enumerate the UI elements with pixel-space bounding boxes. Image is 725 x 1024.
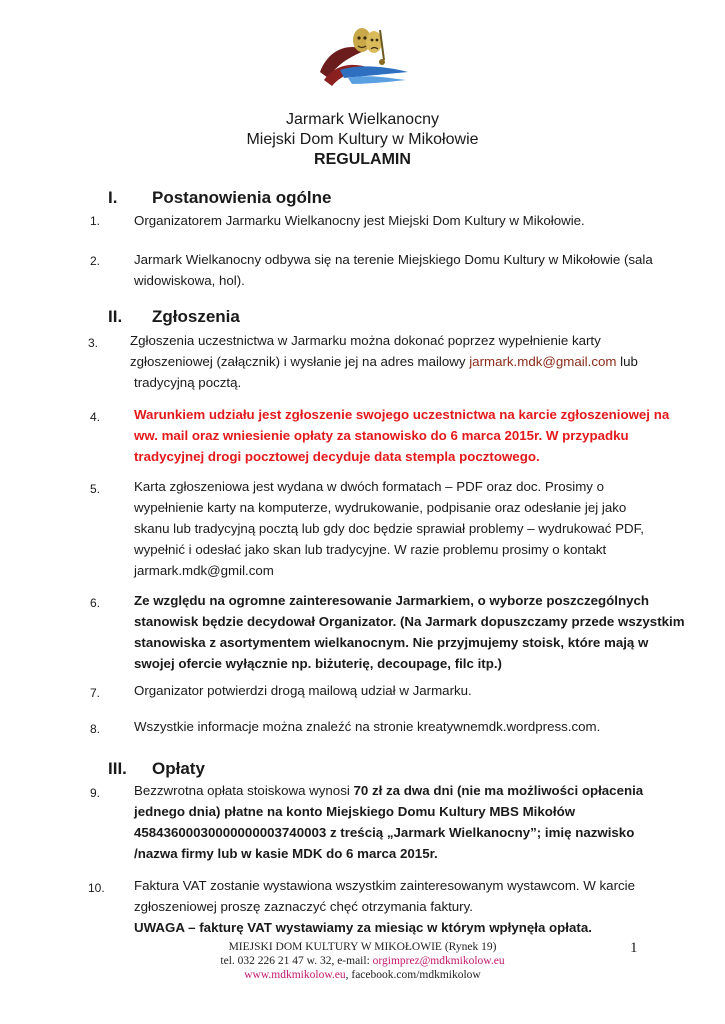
- item-text: Bezzwrotna opłata stoiskowa wynosi 70 zł za dwa dni (nie ma możliwości opłacenia jednego dnia) płatne na konto Miejskiego Domu Kultury MBS Mikołów 45843600030000000003740003 z treścią „Jarmark Wielkanocny”; imię nazwisko /nazwa firmy lub w kasie MDK do 6 marca 2015r.: [134, 783, 644, 861]
- footer-address: MIEJSKI DOM KULTURY W MIKOŁOWIE (Rynek 19): [228, 941, 497, 953]
- item-text: Organizator potwierdzi drogą mailową udział w Jarmarku.: [134, 683, 472, 698]
- item-text: Karta zgłoszeniowa jest wydana w dwóch formatach – PDF oraz doc. Prosimy o wypełnienie karty na komputerze, wydrukowanie, podpisanie oraz odesłanie jej jako skanu lub tradycyjną pocztą lub gdy doc będzie sprawiał problemy – wydrukować PDF, wypełnić i odesłać jako skan lub tradycyjne. W razie problemu prosimy o kontakt jarmark.mdk@gmil.com: [134, 479, 644, 578]
- item-number: 2.: [90, 254, 101, 268]
- page-number: 1: [630, 940, 638, 956]
- item-text: Zgłoszenia uczestnictwa w Jarmarku można dokonać poprzez wypełnienie karty zgłoszeniowej (załącznik) i wysłanie jej na adres mailowy jarmark.mdk@gmail.com lub tradycyjną pocztą.: [130, 333, 638, 390]
- section-number: III.: [108, 759, 127, 778]
- email-link[interactable]: jarmark.mdk@gmail.com: [469, 354, 617, 369]
- footer-website-link[interactable]: www.mdkmikolow.eu: [244, 969, 346, 981]
- mdk-logo: [318, 20, 410, 92]
- item-number: 4.: [90, 410, 101, 424]
- item-number: 3.: [88, 336, 99, 350]
- section-title: Opłaty: [152, 759, 205, 778]
- doc-title: Jarmark Wielkanocny: [286, 111, 439, 128]
- item-text-important: Warunkiem udziału jest zgłoszenie swojego uczestnictwa na karcie zgłoszeniowej na ww. mail oraz wniesienie opłaty za stanowisko do 6 marca 2015r. W przypadku tradycyjnej drogi pocztowej decyduje data stempla pocztowego.: [134, 407, 670, 464]
- item-text: Jarmark Wielkanocny odbywa się na terenie Miejskiego Domu Kultury w Mikołowie (sala widowiskowa, hol).: [134, 252, 653, 288]
- item-text: Ze względu na ogromne zainteresowanie Jarmarkiem, o wyborze poszczególnych stanowisk będzie decydował Organizator. (Na Jarmark dopuszczamy przede wszystkim stanowiska z asortymentem wielkanocnym. Nie przyjmujemy stoisk, które mają w swojej ofercie wyłącznie np. biżuterię, decoupage, filc itp.): [134, 593, 685, 671]
- section-title: Zgłoszenia: [152, 307, 240, 326]
- item-number: 1.: [90, 214, 101, 228]
- section-title: Postanowienia ogólne: [152, 188, 332, 207]
- item-number: 10.: [88, 881, 105, 895]
- item-number: 9.: [90, 786, 101, 800]
- item-text: Faktura VAT zostanie wystawiona wszystkim zainteresowanym wystawcom. W karcie zgłoszeniowej proszę zaznaczyć chęć otrzymania faktury. UWAGA – fakturę VAT wystawiamy za miesiąc w którym wpłynęła opłata.: [134, 878, 635, 935]
- doc-subtitle: Miejski Dom Kultury w Mikołowie: [246, 131, 479, 148]
- item-number: 7.: [90, 686, 101, 700]
- section-number: I.: [108, 188, 118, 207]
- footer: MIEJSKI DOM KULTURY W MIKOŁOWIE (Rynek 19) tel. 032 226 21 47 w. 32, e-mail: orgimprez@mdkmikolow.eu www.mdkmikolow.eu, facebook.com/mdkmikolow: [0, 940, 725, 982]
- item-number: 6.: [90, 596, 101, 610]
- footer-email-link[interactable]: orgimprez@mdkmikolow.eu: [372, 955, 505, 967]
- item-text: Wszystkie informacje można znaleźć na stronie kreatywnemdk.wordpress.com.: [134, 719, 601, 734]
- section-number: II.: [108, 307, 123, 326]
- doc-heading: REGULAMIN: [314, 151, 411, 168]
- item-number: 8.: [90, 722, 101, 736]
- item-number: 5.: [90, 482, 101, 496]
- item-text: Organizatorem Jarmarku Wielkanocny jest Miejski Dom Kultury w Mikołowie.: [134, 213, 585, 228]
